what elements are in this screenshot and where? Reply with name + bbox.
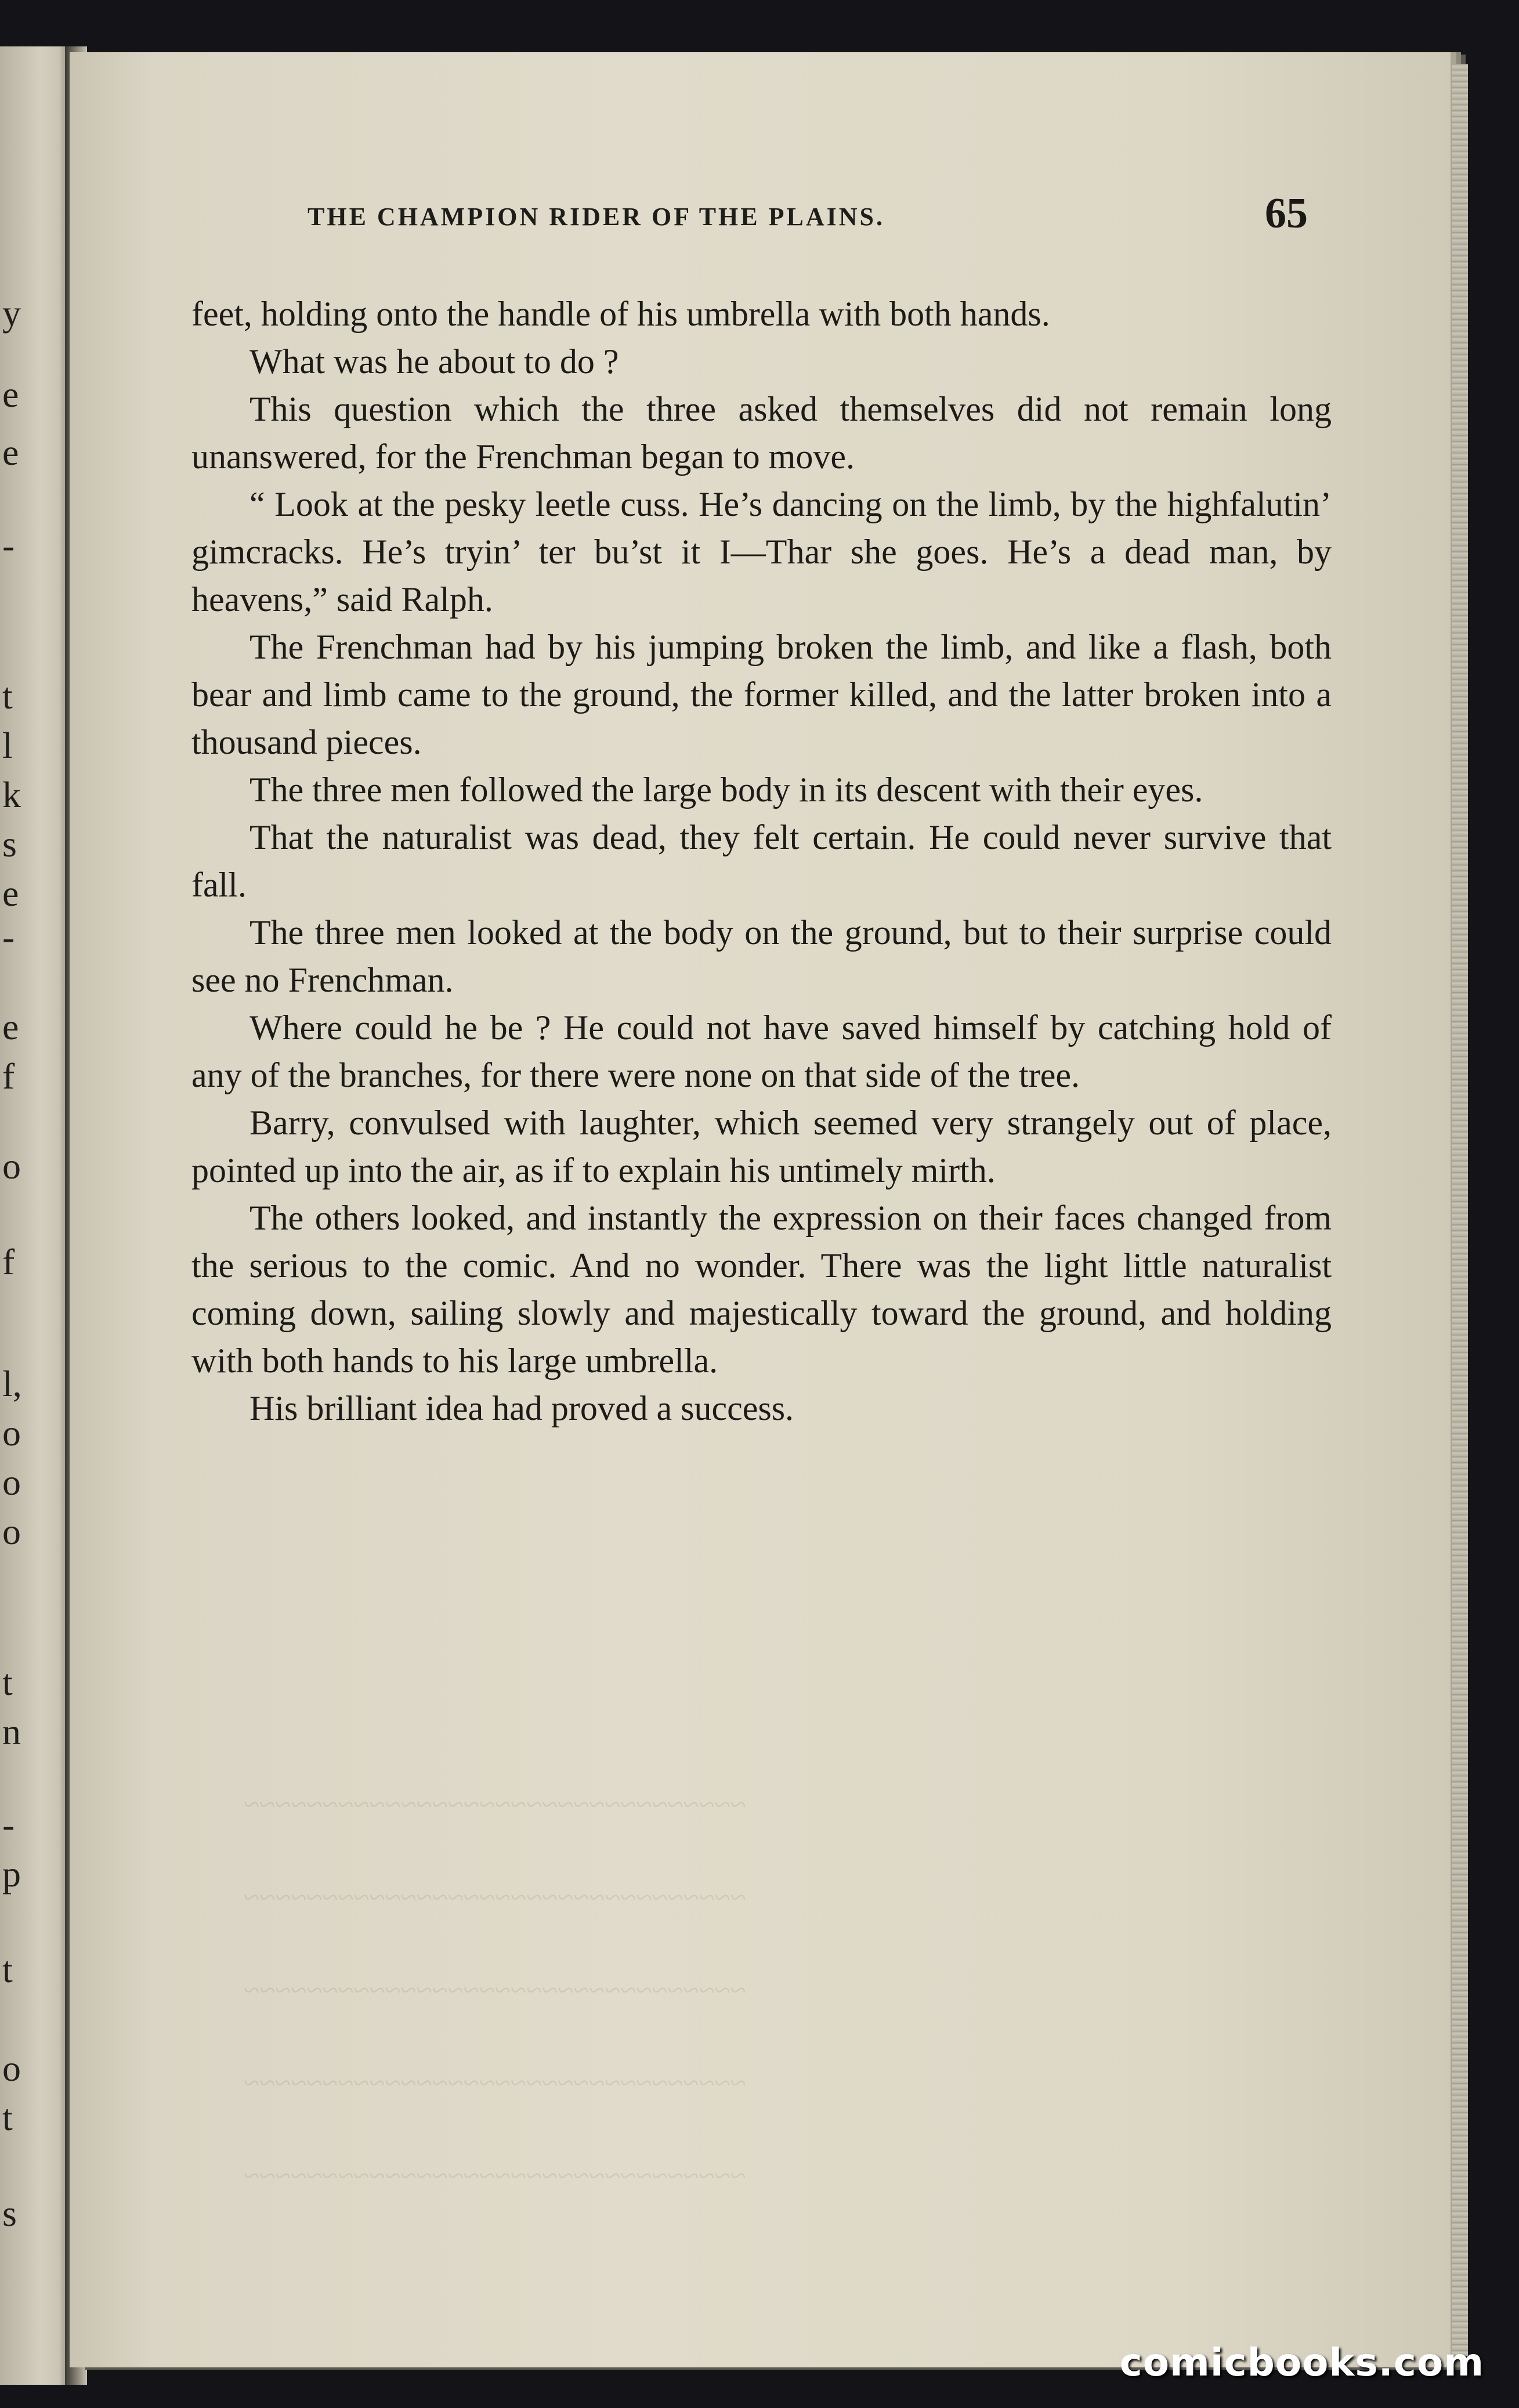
paragraph: This question which the three asked themselves did not remain long unanswered, for the Frenchman began to move. [191, 390, 1332, 476]
paragraph: Where could he be ? He could not have saved himself by catching hold of any of the branches, for there were none on that side of the tree. [191, 1008, 1332, 1094]
show-through-decoration: ~~~~~~~~~~~~~~~~~~~~~~~~~~~~~~~~ [244, 1788, 746, 1820]
left-page-letter: t [2, 1662, 13, 1703]
page-stack-edge [1452, 64, 1468, 2356]
paragraph: The three men followed the large body in its descent with their eyes. [249, 771, 1203, 809]
left-page-letter: k [2, 774, 21, 815]
left-page-letter: t [2, 2097, 13, 2138]
left-page-letter: o [2, 2048, 21, 2089]
left-page-letter: o [2, 1412, 21, 1454]
paragraph: The Frenchman had by his jumping broken the limb, and like a flash, both bear and limb came to the ground, the former killed, and the latter broken into a thousand pieces. [191, 628, 1332, 761]
left-page-letter: e [2, 374, 19, 415]
paragraph: feet, holding onto the handle of his umbrella with both hands. [191, 295, 1050, 333]
left-page-letter: f [2, 1055, 15, 1097]
left-page-letter: - [2, 1804, 15, 1845]
left-page-letter: - [2, 916, 15, 957]
paragraph: The three men looked at the body on the ground, but to their surprise could see no Frenchman. [191, 913, 1332, 999]
left-page-letter: t [2, 1949, 13, 1990]
paragraph: His brilliant idea had proved a success. [249, 1389, 794, 1427]
left-page-letter: l, [2, 1363, 22, 1404]
page-number: 65 [1265, 190, 1308, 237]
paragraph: That the naturalist was dead, they felt certain. He could never survive that fall. [191, 818, 1332, 904]
left-page-letter: e [2, 432, 19, 473]
left-page-letter: f [2, 1241, 15, 1282]
show-through-decoration: ~~~~~~~~~~~~~~~~~~~~~~~~~~~~~~~~ [244, 2159, 746, 2192]
book-page [70, 52, 1451, 2367]
left-page-letter: o [2, 1462, 21, 1503]
left-page-letter: e [2, 873, 19, 914]
site-watermark: comicbooks.com [1119, 2340, 1484, 2385]
left-page-letter: n [2, 1711, 21, 1752]
body-text [191, 290, 1332, 1432]
left-page-letter: t [2, 675, 13, 717]
left-page-letter: l [2, 725, 13, 766]
show-through-decoration: ~~~~~~~~~~~~~~~~~~~~~~~~~~~~~~~~ [244, 2066, 746, 2099]
left-page-letter: s [2, 2193, 17, 2234]
show-through-decoration: ~~~~~~~~~~~~~~~~~~~~~~~~~~~~~~~~ [244, 1973, 746, 2006]
paragraph: The others looked, and instantly the expression on their faces changed from the serious to the comic. And no wonder. There was the light little naturalist coming down, sailing slowly and majestically toward the ground, and holding with both hands to his large umbrella. [191, 1199, 1332, 1380]
running-head: THE CHAMPION RIDER OF THE PLAINS. [308, 203, 885, 231]
paragraph: What was he about to do ? [249, 342, 619, 381]
left-page-letter: - [2, 525, 15, 566]
left-page-fragment [0, 46, 72, 2385]
paragraph: “ Look at the pesky leetle cuss. He’s dancing on the limb, by the highfalutin’ gimcracks. He’s tryin’ ter bu’st it I—Thar she goes. He’s a dead man, by heavens,” said Ralph. [191, 485, 1332, 619]
left-page-letter: y [2, 292, 21, 334]
left-page-letter: s [2, 823, 17, 865]
show-through-decoration: ~~~~~~~~~~~~~~~~~~~~~~~~~~~~~~~~ [244, 1881, 746, 1913]
left-page-letter: o [2, 1145, 21, 1187]
paragraph: Barry, convulsed with laughter, which seemed very strangely out of place, pointed up into the air, as if to explain his untimely mirth. [191, 1104, 1332, 1189]
left-page-letter: o [2, 1511, 21, 1552]
left-page-letter: e [2, 1006, 19, 1047]
left-page-letter: p [2, 1853, 21, 1894]
